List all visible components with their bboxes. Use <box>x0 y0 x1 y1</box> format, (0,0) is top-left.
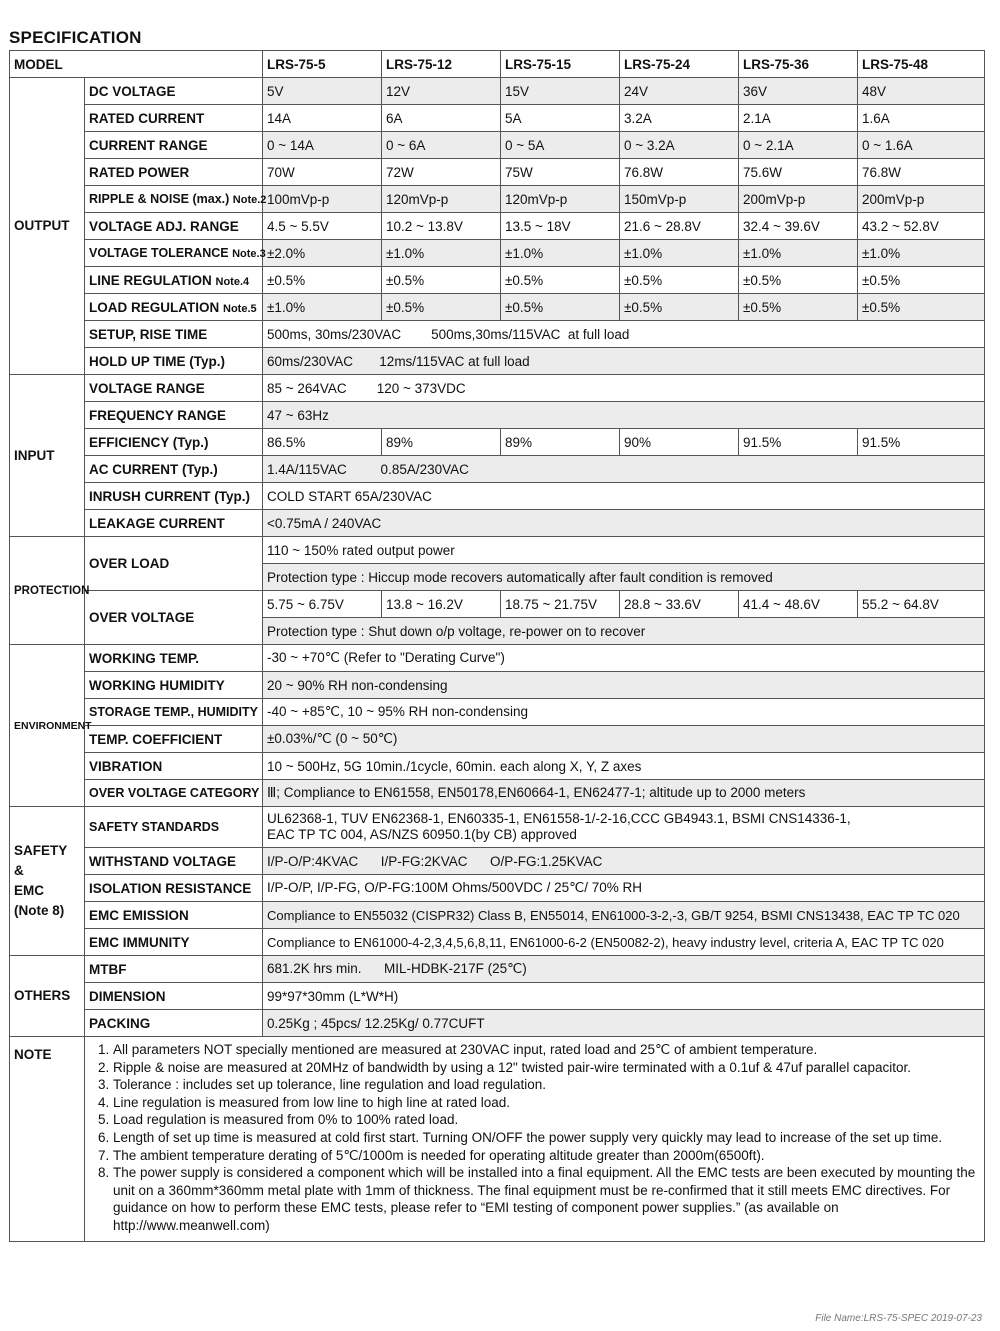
spec-value: 5V <box>263 78 382 105</box>
row-label: EMC EMISSION <box>85 902 263 929</box>
spec-value: ±1.0% <box>739 240 858 267</box>
model-name: LRS-75-36 <box>739 51 858 78</box>
row-label: OVER LOAD <box>85 537 263 591</box>
spec-row <box>10 483 985 510</box>
spec-value: ±0.5% <box>739 294 858 321</box>
spec-value: ±0.5% <box>858 294 985 321</box>
spec-value: 1.6A <box>858 105 985 132</box>
model-name: LRS-75-15 <box>501 51 620 78</box>
safety-line: UL62368-1, TUV EN62368-1, EN60335-1, EN61558-1/-2-16,CCC GB4943.1, BSMI CNS14336-1, <box>267 811 851 826</box>
row-label: EFFICIENCY (Typ.) <box>85 429 263 456</box>
spec-value: 47 ~ 63Hz <box>263 402 985 429</box>
spec-row <box>10 929 985 956</box>
spec-value: Protection type : Shut down o/p voltage, re-power on to recover <box>263 618 985 645</box>
spec-row <box>10 132 985 159</box>
spec-row <box>10 375 985 402</box>
row-label: PACKING <box>85 1010 263 1037</box>
spec-value: 41.4 ~ 48.6V <box>739 591 858 618</box>
spec-row <box>10 537 985 564</box>
spec-row <box>10 591 985 618</box>
row-label: WORKING HUMIDITY <box>85 672 263 699</box>
spec-value: 32.4 ~ 39.6V <box>739 213 858 240</box>
row-label: SETUP, RISE TIME <box>85 321 263 348</box>
row-label: ISOLATION RESISTANCE <box>85 875 263 902</box>
spec-row <box>10 753 985 780</box>
spec-value: 89% <box>382 429 501 456</box>
spec-value: ±0.5% <box>263 267 382 294</box>
spec-value: ±0.5% <box>620 294 739 321</box>
spec-value: 99*97*30mm (L*W*H) <box>263 983 985 1010</box>
row-label: WITHSTAND VOLTAGE <box>85 848 263 875</box>
spec-value: 0 ~ 6A <box>382 132 501 159</box>
spec-row <box>10 78 985 105</box>
spec-row <box>10 159 985 186</box>
spec-value: 10.2 ~ 13.8V <box>382 213 501 240</box>
group-safety-line1: SAFETY & <box>14 843 68 878</box>
note-item: 6. Length of set up time is measured at cold first start. Turning ON/OFF the power supply very quickly may lead to increase of the set up time. <box>113 1129 978 1147</box>
spec-value: 0.25Kg ; 45pcs/ 12.25Kg/ 0.77CUFT <box>263 1010 985 1037</box>
spec-row <box>10 875 985 902</box>
specification-table <box>9 50 985 1242</box>
spec-value: I/P-O/P:4KVAC I/P-FG:2KVAC O/P-FG:1.25KVAC <box>263 848 985 875</box>
spec-value: 500ms, 30ms/230VAC 500ms,30ms/115VAC at full load <box>263 321 985 348</box>
spec-value: 13.5 ~ 18V <box>501 213 620 240</box>
spec-value: 14A <box>263 105 382 132</box>
row-label: INRUSH CURRENT (Typ.) <box>85 483 263 510</box>
group-safety-emc <box>10 807 85 956</box>
row-label: TEMP. COEFFICIENT <box>85 726 263 753</box>
spec-value: 15V <box>501 78 620 105</box>
row-label: CURRENT RANGE <box>85 132 263 159</box>
spec-row <box>10 848 985 875</box>
row-label: FREQUENCY RANGE <box>85 402 263 429</box>
spec-value: 75.6W <box>739 159 858 186</box>
spec-value: 5A <box>501 105 620 132</box>
spec-row <box>10 294 985 321</box>
spec-value: 91.5% <box>739 429 858 456</box>
spec-value: 3.2A <box>620 105 739 132</box>
spec-value: ±2.0% <box>263 240 382 267</box>
group-environment: ENVIRONMENT <box>10 645 85 807</box>
spec-row <box>10 321 985 348</box>
spec-row <box>10 956 985 983</box>
group-protection: PROTECTION <box>10 537 85 645</box>
group-others: OTHERS <box>10 956 85 1037</box>
spec-value: 86.5% <box>263 429 382 456</box>
row-label: RATED POWER <box>85 159 263 186</box>
row-label: SAFETY STANDARDS <box>85 807 263 848</box>
note-ref: Note.3 <box>232 248 266 260</box>
model-name: LRS-75-24 <box>620 51 739 78</box>
note-item: 5. Load regulation is measured from 0% to 100% rated load. <box>113 1111 978 1129</box>
spec-value: 24V <box>620 78 739 105</box>
spec-row <box>10 429 985 456</box>
row-label <box>85 267 263 294</box>
note-item: 7. The ambient temperature derating of 5℃/1000m is needed for operating altitude greater than 2000m(6500ft). <box>113 1147 978 1165</box>
spec-value <box>263 807 985 848</box>
model-name: LRS-75-12 <box>382 51 501 78</box>
spec-value: 76.8W <box>620 159 739 186</box>
row-label: RATED CURRENT <box>85 105 263 132</box>
row-label: VOLTAGE RANGE <box>85 375 263 402</box>
spec-row <box>10 510 985 537</box>
note-item: 3. Tolerance : includes set up tolerance, line regulation and load regulation. <box>113 1076 978 1094</box>
row-label-text: LOAD REGULATION <box>89 299 220 315</box>
spec-value: 36V <box>739 78 858 105</box>
row-label: AC CURRENT (Typ.) <box>85 456 263 483</box>
row-label <box>85 186 267 213</box>
group-output: OUTPUT <box>10 78 85 375</box>
row-label <box>85 240 266 267</box>
spec-row <box>10 780 985 807</box>
spec-row <box>10 456 985 483</box>
spec-value: 0 ~ 5A <box>501 132 620 159</box>
row-label: HOLD UP TIME (Typ.) <box>85 348 263 375</box>
note-row <box>10 1037 985 1242</box>
spec-value: ±0.03%/℃ (0 ~ 50℃) <box>263 726 985 753</box>
spec-value: Compliance to EN55032 (CISPR32) Class B, EN55014, EN61000-3-2,-3, GB/T 9254, BSMI CNS13438, EAC TP TC 020 <box>263 902 985 929</box>
spec-row <box>10 645 985 672</box>
spec-value: 200mVp-p <box>739 186 858 213</box>
note-item: 4. Line regulation is measured from low line to high line at rated load. <box>113 1094 978 1112</box>
spec-value: 85 ~ 264VAC 120 ~ 373VDC <box>263 375 985 402</box>
spec-value: 2.1A <box>739 105 858 132</box>
spec-row <box>10 983 985 1010</box>
spec-value: 200mVp-p <box>858 186 985 213</box>
spec-row <box>10 402 985 429</box>
spec-value: ±0.5% <box>382 267 501 294</box>
spec-value: -40 ~ +85℃, 10 ~ 95% RH non-condensing <box>263 699 985 726</box>
spec-value: 6A <box>382 105 501 132</box>
spec-value: 76.8W <box>858 159 985 186</box>
spec-value: ±1.0% <box>263 294 382 321</box>
row-label: OVER VOLTAGE <box>85 591 263 645</box>
row-label: OVER VOLTAGE CATEGORY <box>85 780 263 807</box>
spec-row <box>10 348 985 375</box>
spec-value: ±0.5% <box>501 294 620 321</box>
spec-row <box>10 726 985 753</box>
model-name: LRS-75-48 <box>858 51 985 78</box>
spec-row <box>10 902 985 929</box>
row-label: DIMENSION <box>85 983 263 1010</box>
group-input: INPUT <box>10 375 85 537</box>
spec-value: 0 ~ 3.2A <box>620 132 739 159</box>
spec-value: COLD START 65A/230VAC <box>263 483 985 510</box>
spec-value: 0 ~ 2.1A <box>739 132 858 159</box>
spec-value: ±1.0% <box>858 240 985 267</box>
spec-value: ±0.5% <box>739 267 858 294</box>
model-row <box>10 51 985 78</box>
spec-value: 60ms/230VAC 12ms/115VAC at full load <box>263 348 985 375</box>
spec-value: 5.75 ~ 6.75V <box>263 591 382 618</box>
note-item: 1. All parameters NOT specially mentioned are measured at 230VAC input, rated load and 25℃ of ambient temperature. <box>113 1041 978 1059</box>
spec-row <box>10 1010 985 1037</box>
spec-row <box>10 807 985 848</box>
spec-row <box>10 105 985 132</box>
row-label <box>85 294 263 321</box>
spec-value: 100mVp-p <box>263 186 382 213</box>
spec-value: 120mVp-p <box>501 186 620 213</box>
spec-row <box>10 267 985 294</box>
notes <box>85 1037 985 1242</box>
row-label: LEAKAGE CURRENT <box>85 510 263 537</box>
spec-value: ±1.0% <box>620 240 739 267</box>
spec-value: 70W <box>263 159 382 186</box>
spec-value: ±1.0% <box>501 240 620 267</box>
group-safety-line3: (Note 8) <box>14 903 65 918</box>
spec-value: Ⅲ; Compliance to EN61558, EN50178,EN60664-1, EN62477-1; altitude up to 2000 meters <box>263 780 985 807</box>
spec-value: 12V <box>382 78 501 105</box>
spec-value: ±0.5% <box>620 267 739 294</box>
file-name-footer: File Name:LRS-75-SPEC 2019-07-23 <box>815 1313 982 1324</box>
spec-value: 0 ~ 14A <box>263 132 382 159</box>
safety-line: EAC TP TC 004, AS/NZS 60950.1(by CB) approved <box>267 827 577 842</box>
page-title: SPECIFICATION <box>9 28 142 47</box>
spec-value: Protection type : Hiccup mode recovers automatically after fault condition is removed <box>263 564 985 591</box>
spec-value: 89% <box>501 429 620 456</box>
row-label-text: LINE REGULATION <box>89 272 212 288</box>
row-label: STORAGE TEMP., HUMIDITY <box>85 699 263 726</box>
spec-value: <0.75mA / 240VAC <box>263 510 985 537</box>
spec-value: 0 ~ 1.6A <box>858 132 985 159</box>
note-item: 8. The power supply is considered a component which will be installed into a final equipment. All the EMC tests are been executed by mounting the unit on a 360mm*360mm metal plate with 1mm of thickness. The final equipment must be re-confirmed that it still meets EMC directives. For guidance on how to perform these EMC tests, please refer to “EMI testing of component power supplies.” (as available on http://www.meanwell.com) <box>113 1164 978 1234</box>
row-label: VOLTAGE ADJ. RANGE <box>85 213 263 240</box>
spec-value: 110 ~ 150% rated output power <box>263 537 985 564</box>
spec-value: 55.2 ~ 64.8V <box>858 591 985 618</box>
group-note: NOTE <box>10 1037 85 1242</box>
row-label: VIBRATION <box>85 753 263 780</box>
note-ref: Note.2 <box>232 194 267 206</box>
spec-value: 75W <box>501 159 620 186</box>
spec-value: I/P-O/P, I/P-FG, O/P-FG:100M Ohms/500VDC / 25℃/ 70% RH <box>263 875 985 902</box>
spec-value: 91.5% <box>858 429 985 456</box>
spec-value: 90% <box>620 429 739 456</box>
spec-value: ±0.5% <box>501 267 620 294</box>
spec-value: 43.2 ~ 52.8V <box>858 213 985 240</box>
spec-value: 1.4A/115VAC 0.85A/230VAC <box>263 456 985 483</box>
spec-value: ±0.5% <box>382 294 501 321</box>
note-list <box>93 1041 978 1235</box>
spec-value: ±0.5% <box>858 267 985 294</box>
note-ref: Note.5 <box>223 302 257 315</box>
spec-value: 18.75 ~ 21.75V <box>501 591 620 618</box>
spec-row <box>10 672 985 699</box>
row-label-text: VOLTAGE TOLERANCE <box>89 246 229 260</box>
group-safety-line2: EMC <box>14 883 44 898</box>
spec-value: 20 ~ 90% RH non-condensing <box>263 672 985 699</box>
spec-value: 72W <box>382 159 501 186</box>
spec-value: Compliance to EN61000-4-2,3,4,5,6,8,11, EN61000-6-2 (EN50082-2), heavy industry level, criteria A, EAC TP TC 020 <box>263 929 985 956</box>
row-label-text: RIPPLE & NOISE (max.) <box>89 192 230 206</box>
spec-value: 13.8 ~ 16.2V <box>382 591 501 618</box>
model-name: LRS-75-5 <box>263 51 382 78</box>
row-label: DC VOLTAGE <box>85 78 263 105</box>
spec-value: 681.2K hrs min. MIL-HDBK-217F (25℃) <box>263 956 985 983</box>
note-item: 2. Ripple & noise are measured at 20MHz of bandwidth by using a 12" twisted pair-wire terminated with a 0.1uf & 47uf parallel capacitor. <box>113 1059 978 1077</box>
row-label: EMC IMMUNITY <box>85 929 263 956</box>
spec-value: 48V <box>858 78 985 105</box>
spec-value: 4.5 ~ 5.5V <box>263 213 382 240</box>
spec-value: ±1.0% <box>382 240 501 267</box>
spec-value: -30 ~ +70℃ (Refer to "Derating Curve") <box>263 645 985 672</box>
spec-row <box>10 240 985 267</box>
spec-row <box>10 699 985 726</box>
spec-row <box>10 213 985 240</box>
spec-value: 10 ~ 500Hz, 5G 10min./1cycle, 60min. each along X, Y, Z axes <box>263 753 985 780</box>
spec-value: 120mVp-p <box>382 186 501 213</box>
row-label: MTBF <box>85 956 263 983</box>
spec-value: 150mVp-p <box>620 186 739 213</box>
spec-value: 28.8 ~ 33.6V <box>620 591 739 618</box>
spec-row <box>10 186 985 213</box>
model-label: MODEL <box>10 51 263 78</box>
spec-value: 21.6 ~ 28.8V <box>620 213 739 240</box>
row-label: WORKING TEMP. <box>85 645 263 672</box>
note-ref: Note.4 <box>215 275 250 288</box>
